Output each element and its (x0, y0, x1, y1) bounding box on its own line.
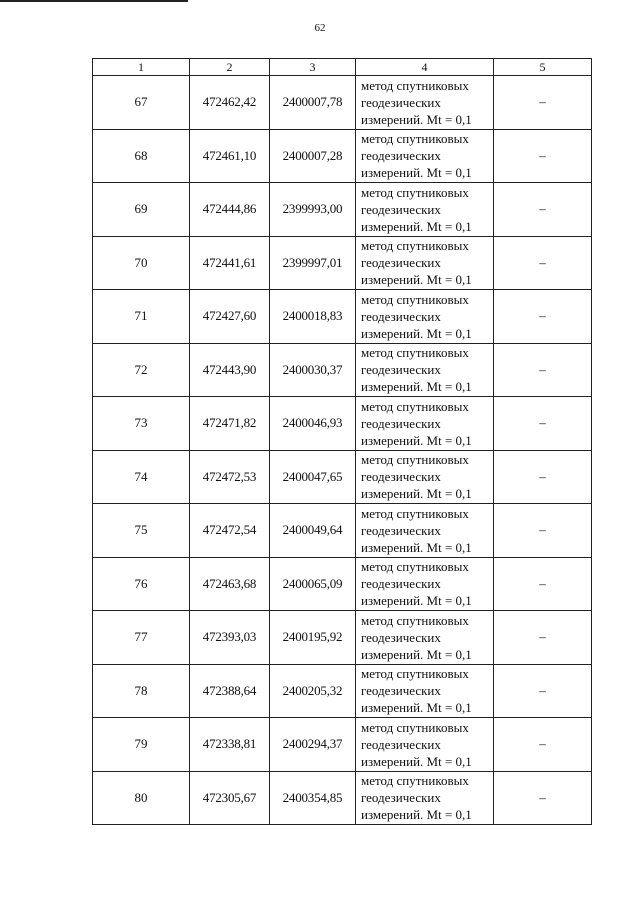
x-coordinate-cell: 472472,53 (190, 450, 270, 504)
method-line: измерений. Mt = 0,1 (361, 593, 472, 609)
method-line: метод спутниковых (361, 719, 469, 735)
method-line: измерений. Mt = 0,1 (361, 325, 472, 341)
method-cell (356, 557, 494, 611)
table-row (93, 504, 592, 558)
note-cell: – (494, 504, 592, 558)
method-line: геодезических (361, 308, 441, 324)
y-coordinate-cell: 2399993,00 (270, 183, 356, 237)
table-row (93, 664, 592, 718)
y-coordinate-cell: 2399997,01 (270, 236, 356, 290)
method-line: метод спутниковых (361, 612, 469, 628)
x-coordinate-cell: 472463,68 (190, 557, 270, 611)
x-coordinate-cell: 472461,10 (190, 129, 270, 183)
method-line: геодезических (361, 148, 441, 164)
method-line: метод спутниковых (361, 666, 469, 682)
table-row (93, 557, 592, 611)
y-coordinate-cell: 2400046,93 (270, 397, 356, 451)
point-number-cell: 72 (93, 343, 190, 397)
method-line: метод спутниковых (361, 238, 469, 254)
method-line: геодезических (361, 255, 441, 271)
table-row (93, 236, 592, 290)
note-cell: – (494, 397, 592, 451)
method-line: измерений. Mt = 0,1 (361, 272, 472, 288)
column-header-5: 5 (494, 59, 592, 76)
x-coordinate-cell: 472462,42 (190, 76, 270, 130)
x-coordinate-cell: 472427,60 (190, 290, 270, 344)
y-coordinate-cell: 2400007,78 (270, 76, 356, 130)
method-cell (356, 504, 494, 558)
method-line: измерений. Mt = 0,1 (361, 111, 472, 127)
x-coordinate-cell: 472444,86 (190, 183, 270, 237)
method-line: измерений. Mt = 0,1 (361, 646, 472, 662)
table-row (93, 611, 592, 665)
note-cell: – (494, 343, 592, 397)
column-header-4: 4 (356, 59, 494, 76)
method-cell (356, 771, 494, 825)
method-cell (356, 236, 494, 290)
method-line: измерений. Mt = 0,1 (361, 753, 472, 769)
method-line: измерений. Mt = 0,1 (361, 379, 472, 395)
x-coordinate-cell: 472472,54 (190, 504, 270, 558)
note-cell: – (494, 183, 592, 237)
x-coordinate-cell: 472441,61 (190, 236, 270, 290)
method-line: измерений. Mt = 0,1 (361, 539, 472, 555)
point-number-cell: 79 (93, 718, 190, 772)
method-line: геодезических (361, 683, 441, 699)
method-line: геодезических (361, 469, 441, 485)
method-cell (356, 290, 494, 344)
method-line: метод спутниковых (361, 184, 469, 200)
method-line: геодезических (361, 201, 441, 217)
y-coordinate-cell: 2400294,37 (270, 718, 356, 772)
method-line: измерений. Mt = 0,1 (361, 700, 472, 716)
method-cell (356, 76, 494, 130)
x-coordinate-cell: 472305,67 (190, 771, 270, 825)
method-cell (356, 397, 494, 451)
table-row (93, 343, 592, 397)
point-number-cell: 80 (93, 771, 190, 825)
x-coordinate-cell: 472393,03 (190, 611, 270, 665)
method-cell (356, 718, 494, 772)
method-line: метод спутниковых (361, 291, 469, 307)
table-row (93, 183, 592, 237)
y-coordinate-cell: 2400195,92 (270, 611, 356, 665)
point-number-cell: 76 (93, 557, 190, 611)
point-number-cell: 74 (93, 450, 190, 504)
table-header-row (93, 59, 592, 76)
method-line: метод спутниковых (361, 505, 469, 521)
y-coordinate-cell: 2400030,37 (270, 343, 356, 397)
note-cell: – (494, 718, 592, 772)
point-number-cell: 73 (93, 397, 190, 451)
note-cell: – (494, 664, 592, 718)
note-cell: – (494, 611, 592, 665)
point-number-cell: 68 (93, 129, 190, 183)
table-row (93, 397, 592, 451)
method-line: измерений. Mt = 0,1 (361, 486, 472, 502)
method-cell (356, 664, 494, 718)
table-row (93, 129, 592, 183)
method-line: метод спутниковых (361, 77, 469, 93)
method-line: метод спутниковых (361, 773, 469, 789)
y-coordinate-cell: 2400047,65 (270, 450, 356, 504)
y-coordinate-cell: 2400018,83 (270, 290, 356, 344)
method-cell (356, 343, 494, 397)
note-cell: – (494, 236, 592, 290)
column-header-3: 3 (270, 59, 356, 76)
table-body (93, 76, 592, 825)
method-line: геодезических (361, 362, 441, 378)
method-line: метод спутниковых (361, 452, 469, 468)
x-coordinate-cell: 472338,81 (190, 718, 270, 772)
x-coordinate-cell: 472471,82 (190, 397, 270, 451)
method-line: измерений. Mt = 0,1 (361, 218, 472, 234)
table-row (93, 76, 592, 130)
table-row (93, 718, 592, 772)
note-cell: – (494, 76, 592, 130)
note-cell: – (494, 557, 592, 611)
method-line: измерений. Mt = 0,1 (361, 165, 472, 181)
method-cell (356, 611, 494, 665)
method-line: геодезических (361, 790, 441, 806)
method-line: метод спутниковых (361, 131, 469, 147)
method-line: геодезических (361, 415, 441, 431)
method-line: геодезических (361, 94, 441, 110)
table-row (93, 771, 592, 825)
method-line: метод спутниковых (361, 559, 469, 575)
note-cell: – (494, 771, 592, 825)
table-row (93, 450, 592, 504)
column-header-1: 1 (93, 59, 190, 76)
point-number-cell: 71 (93, 290, 190, 344)
method-line: геодезических (361, 629, 441, 645)
method-line: метод спутниковых (361, 398, 469, 414)
top-rule (0, 0, 188, 2)
method-line: геодезических (361, 736, 441, 752)
point-number-cell: 70 (93, 236, 190, 290)
x-coordinate-cell: 472388,64 (190, 664, 270, 718)
coordinates-table (92, 58, 592, 825)
method-line: измерений. Mt = 0,1 (361, 807, 472, 823)
point-number-cell: 75 (93, 504, 190, 558)
point-number-cell: 67 (93, 76, 190, 130)
table-row (93, 290, 592, 344)
y-coordinate-cell: 2400354,85 (270, 771, 356, 825)
method-line: измерений. Mt = 0,1 (361, 432, 472, 448)
y-coordinate-cell: 2400205,32 (270, 664, 356, 718)
note-cell: – (494, 129, 592, 183)
x-coordinate-cell: 472443,90 (190, 343, 270, 397)
method-line: метод спутниковых (361, 345, 469, 361)
note-cell: – (494, 290, 592, 344)
method-line: геодезических (361, 576, 441, 592)
note-cell: – (494, 450, 592, 504)
y-coordinate-cell: 2400049,64 (270, 504, 356, 558)
page-number: 62 (314, 22, 326, 34)
point-number-cell: 78 (93, 664, 190, 718)
method-cell (356, 183, 494, 237)
point-number-cell: 77 (93, 611, 190, 665)
column-header-2: 2 (190, 59, 270, 76)
point-number-cell: 69 (93, 183, 190, 237)
method-cell (356, 450, 494, 504)
method-cell (356, 129, 494, 183)
method-line: геодезических (361, 522, 441, 538)
y-coordinate-cell: 2400007,28 (270, 129, 356, 183)
y-coordinate-cell: 2400065,09 (270, 557, 356, 611)
